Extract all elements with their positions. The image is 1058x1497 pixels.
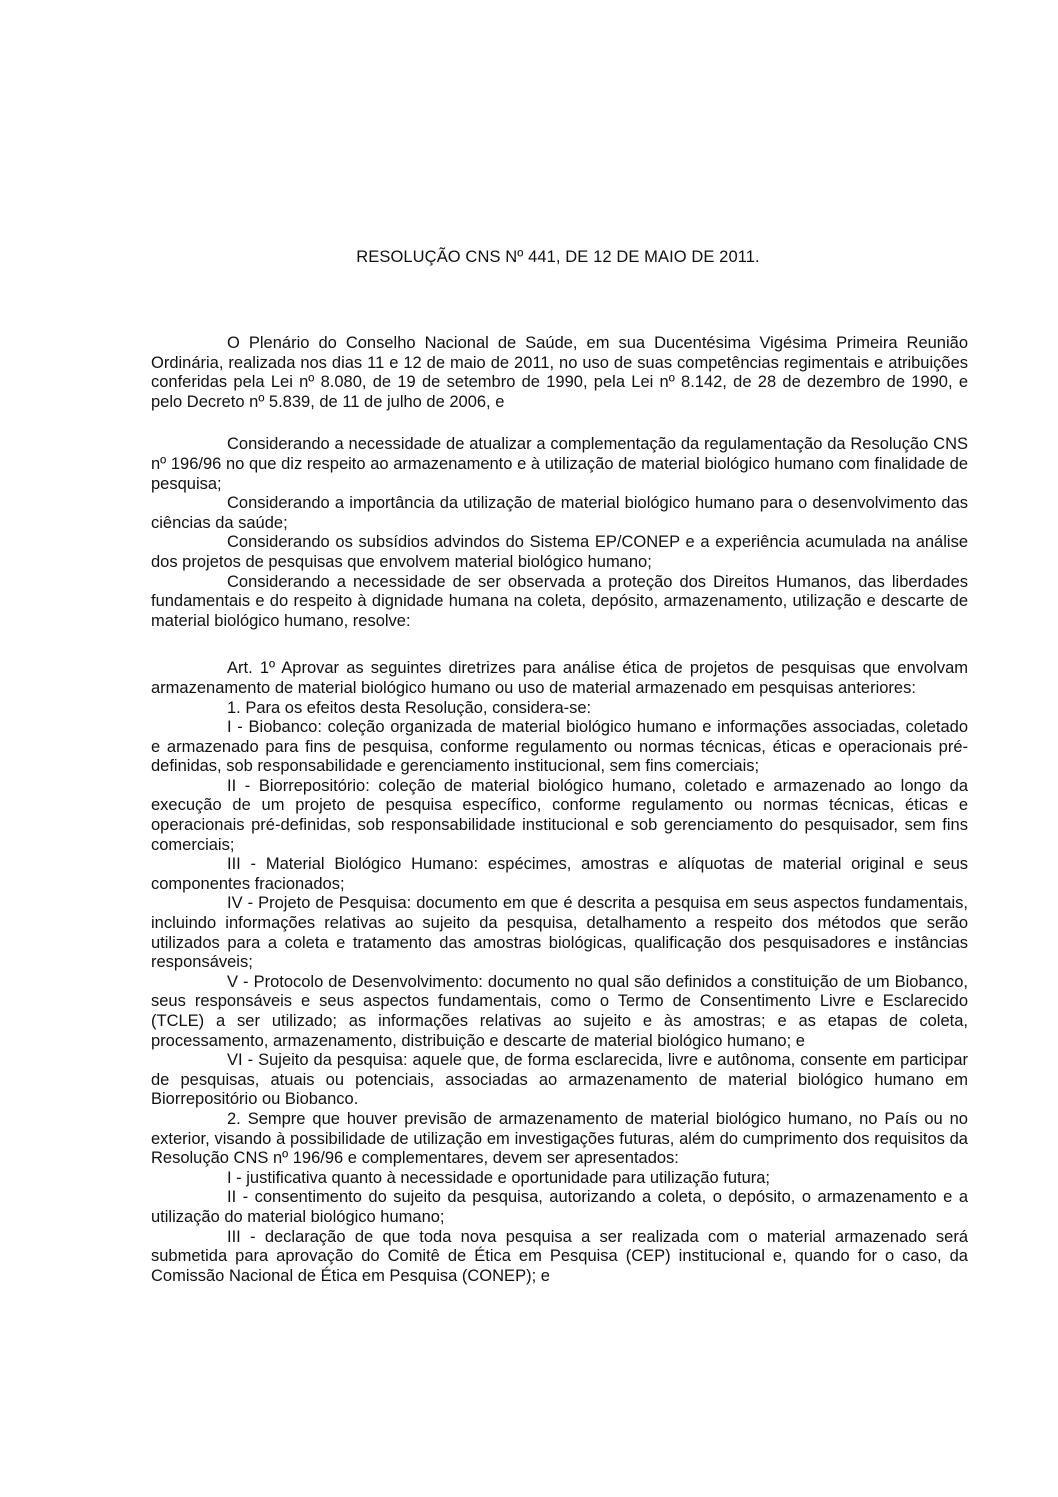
item-biobanco: I - Biobanco: coleção organizada de material biológico humano e informações associadas, coletado e armazenado para fins de pesquisa, conforme regulamento ou normas técnicas, éticas e operacionais pré-definidas, sob responsabilidade e gerenciamento institucional, sem fins comerciais; xyxy=(151,718,968,776)
item-projeto-pesquisa: IV - Projeto de Pesquisa: documento em que é descrita a pesquisa em seus aspectos fundamentais, incluindo informações relativas ao sujeito da pesquisa, detalhamento a respeito dos métodos que serão utilizados para a coleta e tratamento das amostras biológicas, qualificação dos pesquisadores e instâncias responsáveis; xyxy=(151,894,968,972)
item-consentimento: II - consentimento do sujeito da pesquisa, autorizando a coleta, o depósito, o armazenamento e a utilização do material biológico humano; xyxy=(151,1188,968,1226)
considerando-4: Considerando a necessidade de ser observada a proteção dos Direitos Humanos, das liberdades fundamentais e do respeito à dignidade humana na coleta, depósito, armazenamento, utilização e descarte de material biológico humano, resolve: xyxy=(151,572,968,630)
considerando-2: Considerando a importância da utilização de material biológico humano para o desenvolvimento das ciências da saúde; xyxy=(151,494,968,532)
item-sujeito: VI - Sujeito da pesquisa: aquele que, de forma esclarecida, livre e autônoma, consente em participar de pesquisas, atuais ou potenciais, associadas ao armazenamento de material biológico humano em Biorrepositório ou Biobanco. xyxy=(151,1051,968,1109)
document-body xyxy=(151,334,968,1286)
item-material-biologico: III - Material Biológico Humano: espécimes, amostras e alíquotas de material original e seus componentes fracionados; xyxy=(151,855,968,893)
item-protocolo: V - Protocolo de Desenvolvimento: documento no qual são definidos a constituição de um Biobanco, seus responsáveis e seus aspectos fundamentais, como o Termo de Consentimento Livre e Esclarecido (TCLE) a ser utilizado; as informações relativas ao sujeito e às amostras; e as etapas de coleta, processamento, armazenamento, distribuição e descarte de material biológico humano; e xyxy=(151,972,968,1050)
article-1: Art. 1º Aprovar as seguintes diretrizes para análise ética de projetos de pesquisas que envolvam armazenamento de material biológico humano ou uso de material armazenado em pesquisas anteriores: xyxy=(151,659,968,697)
document-title: RESOLUÇÃO CNS Nº 441, DE 12 DE MAIO DE 2011. xyxy=(356,248,760,266)
preamble-paragraph: O Plenário do Conselho Nacional de Saúde, em sua Ducentésima Vigésima Primeira Reunião Ordinária, realizada nos dias 11 e 12 de maio de 2011, no uso de suas competências regimentais e atribuições conferidas pela Lei nº 8.080, de 19 de setembro de 1990, pela Lei nº 8.142, de 28 de dezembro de 1990, e pelo Decreto nº 5.839, de 11 de julho de 2006, e xyxy=(151,334,968,411)
item-justificativa: I - justificativa quanto à necessidade e oportunidade para utilização futura; xyxy=(227,1168,771,1187)
considerando-3: Considerando os subsídios advindos do Sistema EP/CONEP e a experiência acumulada na análise dos projetos de pesquisas que envolvem material biológico humano; xyxy=(151,533,968,571)
item-2-armazenamento: 2. Sempre que houver previsão de armazenamento de material biológico humano, no País ou no exterior, visando à possibilidade de utilização em investigações futuras, além do cumprimento dos requisitos da Resolução CNS nº 196/96 e complementares, devem ser apresentados: xyxy=(151,1109,968,1168)
item-1-definitions: 1. Para os efeitos desta Resolução, considera-se: xyxy=(227,698,592,717)
item-biorrepositorio: II - Biorrepositório: coleção de material biológico humano, coletado e armazenado ao longo da execução de um projeto de pesquisa específico, conforme regulamento ou normas técnicas, éticas e operacionais pré-definidas, sob responsabilidade institucional e sob gerenciamento do pesquisador, sem fins comerciais; xyxy=(151,776,968,854)
considerando-1: Considerando a necessidade de atualizar a complementação da regulamentação da Resolução CNS nº 196/96 no que diz respeito ao armazenamento e à utilização de material biológico humano com finalidade de pesquisa; xyxy=(151,435,968,493)
item-declaracao: III - declaração de que toda nova pesquisa a ser realizada com o material armazenado será submetida para aprovação do Comitê de Ética em Pesquisa (CEP) institucional e, quando for o caso, da Comissão Nacional de Ética em Pesquisa (CONEP); e xyxy=(151,1227,968,1285)
